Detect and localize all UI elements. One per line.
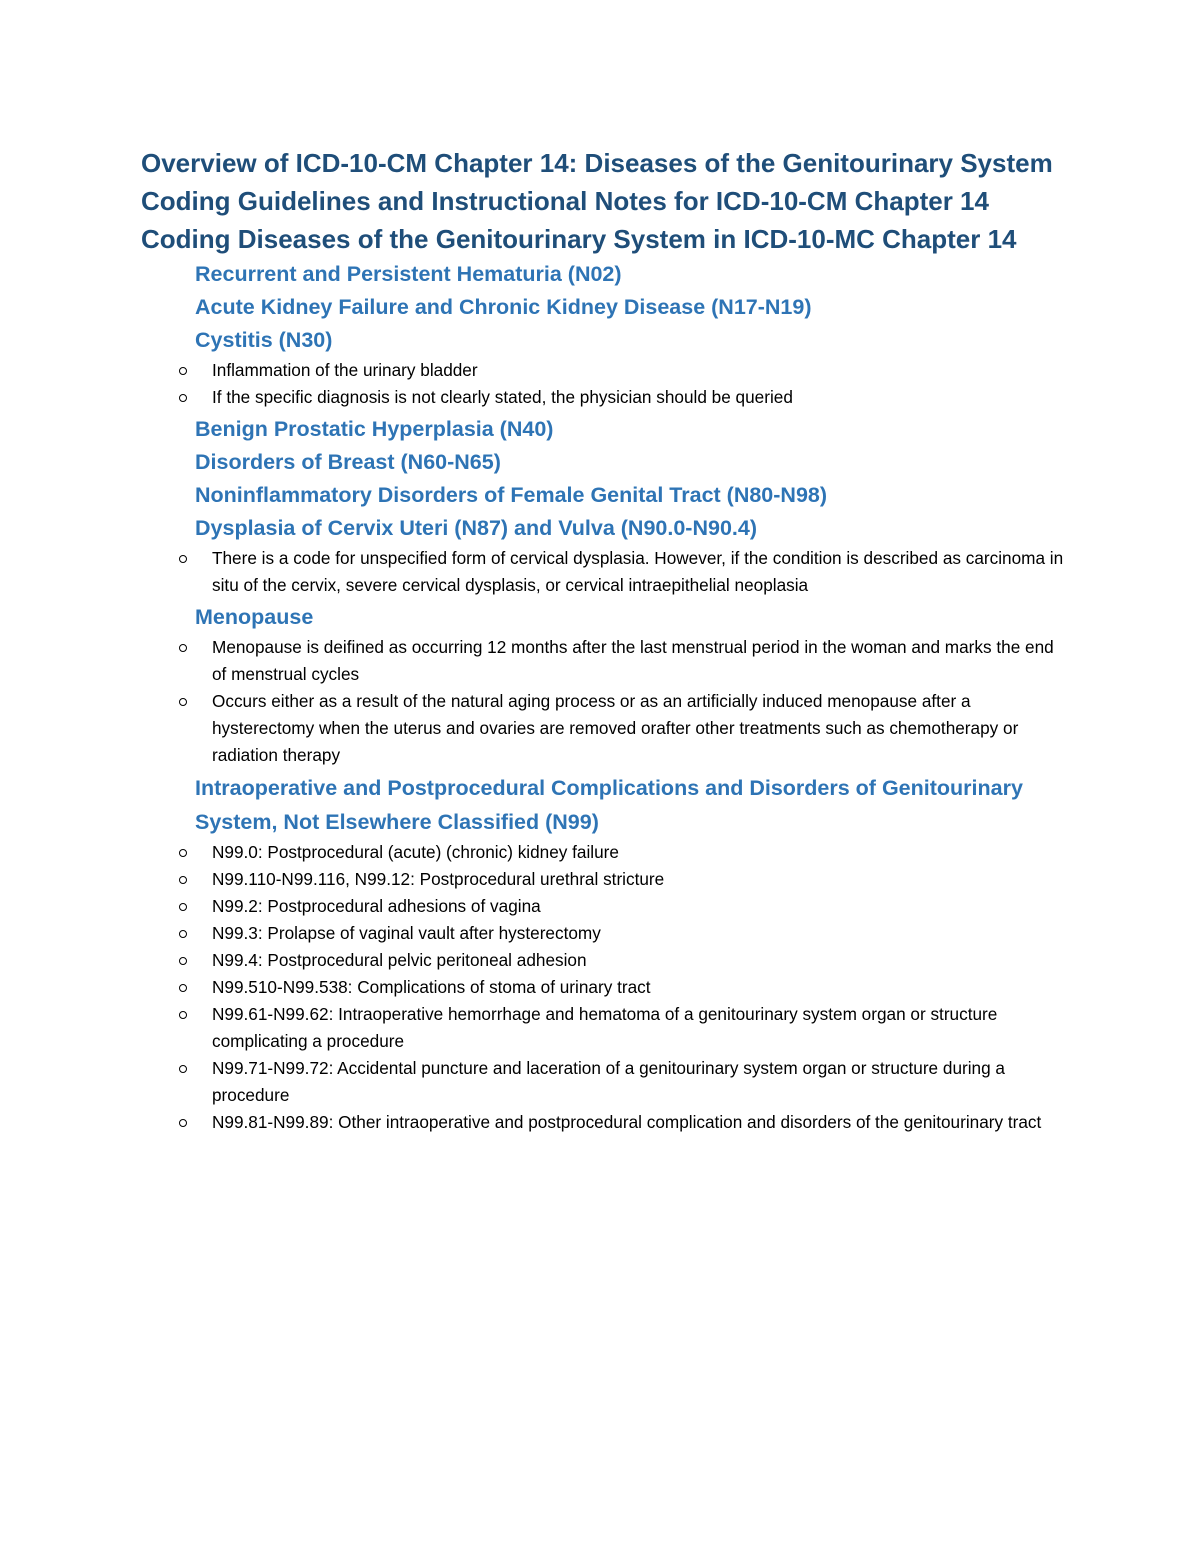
section-heading-kidney-failure: Acute Kidney Failure and Chronic Kidney Disease (N17-N19) [195,295,812,319]
complications-bullet-list [141,839,1071,1136]
section-heading-dysplasia: Dysplasia of Cervix Uteri (N87) and Vulva (N90.0-N90.4) [195,516,757,540]
circle-bullet-icon [179,849,187,857]
list-item [141,384,1071,411]
list-item-text: N99.61-N99.62: Intraoperative hemorrhage and hematoma of a genitourinary system organ or structure complicating a procedure [212,1004,998,1051]
circle-bullet-icon [179,903,187,911]
section-heading-breast: Disorders of Breast (N60-N65) [195,450,501,474]
circle-bullet-icon [179,957,187,965]
list-item [141,357,1071,384]
list-item-text: Occurs either as a result of the natural aging process or as an artificially induced menopause after a hysterectomy when the uterus and ovaries are removed orafter other treatments such as chemotherapy or radiation therapy [212,691,1019,765]
circle-bullet-icon [179,1119,187,1127]
list-item-text: N99.0: Postprocedural (acute) (chronic) kidney failure [212,842,619,862]
circle-bullet-icon [179,1011,187,1019]
circle-bullet-icon [179,394,187,402]
section-heading-complications: Intraoperative and Postprocedural Complications and Disorders of Genitourinary System, Not Elsewhere Classified (N99) [195,776,1023,834]
main-heading-overview: Overview of ICD-10-CM Chapter 14: Diseases of the Genitourinary System [141,148,1053,178]
main-heading-coding-diseases: Coding Diseases of the Genitourinary System in ICD-10-MC Chapter 14 [141,224,1017,254]
circle-bullet-icon [179,930,187,938]
list-item [141,839,1071,866]
list-item-text: Inflammation of the urinary bladder [212,360,478,380]
list-item [141,893,1071,920]
list-item-text: Menopause is deifined as occurring 12 months after the last menstrual period in the woman and marks the end of menstrual cycles [212,637,1054,684]
document-content [141,144,1071,1136]
circle-bullet-icon [179,984,187,992]
list-item-text: N99.510-N99.538: Complications of stoma of urinary tract [212,977,651,997]
list-item-text: If the specific diagnosis is not clearly stated, the physician should be queried [212,387,793,407]
dysplasia-bullet-list [141,545,1071,599]
list-item [141,1109,1071,1136]
circle-bullet-icon [179,698,187,706]
list-item [141,920,1071,947]
circle-bullet-icon [179,1065,187,1073]
section-heading-cystitis: Cystitis (N30) [195,328,333,352]
list-item-text: N99.4: Postprocedural pelvic peritoneal adhesion [212,950,587,970]
section-heading-hematuria: Recurrent and Persistent Hematuria (N02) [195,262,622,286]
list-item-text: N99.3: Prolapse of vaginal vault after hysterectomy [212,923,601,943]
list-item-text: There is a code for unspecified form of cervical dysplasia. However, if the condition is described as carcinoma in situ of the cervix, severe cervical dysplasis, or cervical intraepithelial neoplasia [212,548,1064,595]
list-item [141,634,1071,688]
list-item [141,1001,1071,1055]
list-item-text: N99.81-N99.89: Other intraoperative and postprocedural complication and disorders of the genitourinary tract [212,1112,1042,1132]
circle-bullet-icon [179,644,187,652]
menopause-bullet-list [141,634,1071,769]
section-heading-menopause: Menopause [195,605,314,629]
cystitis-bullet-list [141,357,1071,411]
list-item [141,545,1071,599]
list-item [141,688,1071,769]
circle-bullet-icon [179,367,187,375]
list-item [141,974,1071,1001]
circle-bullet-icon [179,555,187,563]
list-item-text: N99.2: Postprocedural adhesions of vagina [212,896,541,916]
section-heading-female-genital: Noninflammatory Disorders of Female Genital Tract (N80-N98) [195,483,828,507]
list-item-text: N99.71-N99.72: Accidental puncture and laceration of a genitourinary system organ or structure during a procedure [212,1058,1005,1105]
list-item [141,866,1071,893]
list-item [141,947,1071,974]
main-heading-guidelines: Coding Guidelines and Instructional Notes for ICD-10-CM Chapter 14 [141,186,989,216]
circle-bullet-icon [179,876,187,884]
list-item-text: N99.110-N99.116, N99.12: Postprocedural urethral stricture [212,869,665,889]
section-heading-bph: Benign Prostatic Hyperplasia (N40) [195,417,554,441]
list-item [141,1055,1071,1109]
